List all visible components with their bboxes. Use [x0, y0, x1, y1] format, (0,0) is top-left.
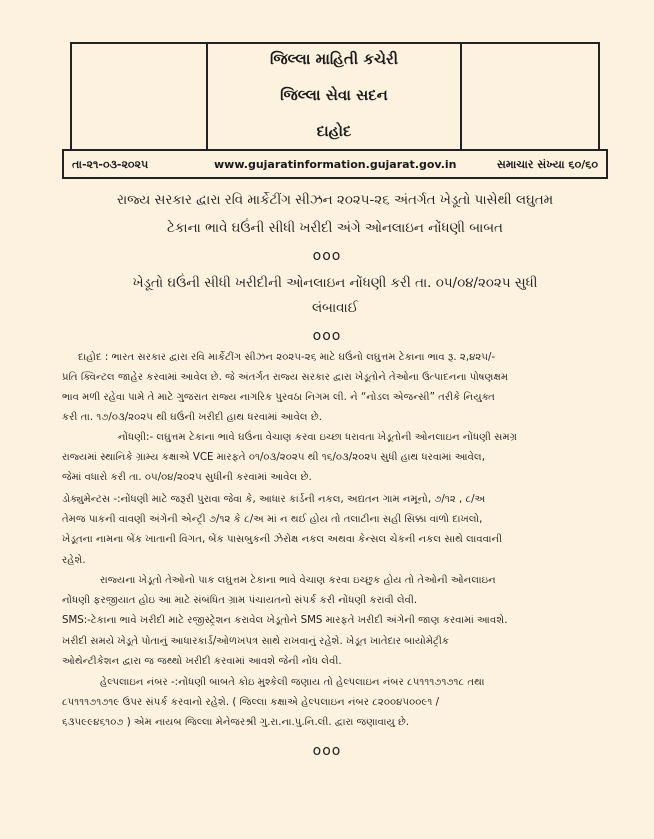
- release-date: તા-૨૧-૦૩-૨૦૨૫: [72, 158, 149, 171]
- body-line: રહેશે.: [62, 555, 86, 566]
- body-line: SMS:-ટેકાના ભાવે ખરીદી માટે રજીસ્ટ્રેશન કરાવેલ ખેડૂતોને SMS મારફતે ખરીદી અંગેની જાણ કરવામાં આવશે.: [62, 615, 508, 626]
- body-line: ડોક્યુમેન્ટસ -:નોંધણી માટે જરૂરી પુરાવા જેવા કે, આધાર કાર્ડની નકલ, અદ્યતન ગામ નમૂનો, ૭/૧૨ , ૮/અ: [62, 494, 486, 505]
- body-line: ૬૩૫૯૯૪૬૧૦૭ ) એમ નાયબ જિલ્લા મેનેજરશ્રી ગુ.રા.ના.પુ.નિ.લી. દ્વારા જણાવાયુ છે.: [62, 717, 410, 728]
- office-name: જિલ્લા માહિતી કચેરી: [269, 50, 399, 68]
- end-mark: ooo: [312, 743, 342, 759]
- body-line: જેમાં વધારો કરી તા. ૦૫/૦૪/૨૦૨૫ સુધીની કરવામાં આવેલ છે.: [62, 472, 312, 483]
- website-link[interactable]: www.gujaratinformation.gujarat.gov.in: [214, 158, 457, 171]
- subtitle-line-2: લંબાવાઈ: [311, 301, 359, 316]
- body-line: કરી તા. ૧૭/૦૩/૨૦૨૫ થી ઘઉંની ખરીદી હાથ ધરવામાં આવેલ છે.: [62, 412, 322, 423]
- separator-1: ooo: [312, 248, 342, 264]
- header-divider-right: [460, 44, 462, 149]
- title-line-1: રાજ્ય સરકાર દ્વારા રવિ માર્કેટીંગ સીઝન ૨૦૨૫-૨૬ અંતર્ગત ખેડૂતો પાસેથી લઘુતમ: [116, 193, 554, 208]
- body-line: રાજ્યના ખેડૂતો તેઓનો પાક લઘુત્તમ ટેકાના ભાવે વેચાણ કરવા ઇચ્છુક હોય તો તેઓની ઓનલાઇન: [100, 575, 496, 586]
- body-line: ભાવ મળી રહેવા પામે તે માટે ગુજરાત રાજ્ય નાગરિક પુરવઠા નિગમ લી. ને “નોડલ એજન્સી” તરીકે નિયુક્ત: [62, 392, 495, 403]
- title-line-2: ટેકાના ભાવે ઘઉંની સીધી ખરીદી અંગે ઓનલાઇન નોંધણી બાબત: [167, 221, 503, 236]
- news-number: સમાચાર સંખ્યા ૬૦/૬૦: [496, 158, 598, 171]
- separator-2: ooo: [312, 328, 342, 344]
- body-line: ખેડૂતના નામના બેંક ખાતાની વિગત, બેંક પાસબુકની ઝેરોક્ષ નકલ અથવા કેન્સલ ચેકની નકલ સાથે લાવવાની: [62, 534, 503, 545]
- body-line: તેમજ પાકની વાવણી અંગેની એન્ટ્રી ૭/૧૨ કે ૮/અ માં ન થઈ હોય તો તલાટીના સહી સિક્કા વાળો દાખલો,: [62, 514, 483, 525]
- subtitle-line-1: ખેડૂતો ઘઉંની સીધી ખરીદીની ઓનલાઇન નોંધણી કરી તા. ૦૫/૦૪/૨૦૨૫ સુધી: [132, 276, 538, 291]
- body-line: નોંધણી ફરજીયાત હોઇ આ માટે સંબંધિત ગ્રામ પંચાયતનો સંપર્ક કરી નોંધણી કરાવી લેવી.: [62, 595, 418, 606]
- body-line: ૮૫૧૧૧૭૧૭૧૯ ઉપર સંપર્ક કરવાનો રહેશે. ( જિલ્લા કક્ષાએ હેલ્પલાઇન નંબર ૮૨૦૦૪૫૦૦૯૧ /: [62, 697, 440, 708]
- body-line: પ્રતિ ક્વિન્ટલ જાહેર કરવામાં આવેલ છે. જે અંતર્ગત રાજ્ય સરકાર દ્વારા ખેડૂતોને તેઓના ઉત્પાદનના પોષણક્ષમ: [62, 372, 509, 383]
- body-line: હેલ્પલાઇન નંબર -:નોંધણી બાબતે કોઇ મુશ્કેલી જણાય તો હેલ્પલાઇન નંબર ૮૫૧૧૧૭૧૭૧૮ તથા: [100, 677, 485, 688]
- body-line: રાજ્યમાં સ્થાનિકે ગ્રામ્ય કક્ષાએ VCE મારફતે ૦૧/૦૩/૨૦૨૫ થી ૧૬/૦૩/૨૦૨૫ સુધી હાથ ધરવામાં આવેલ,: [62, 452, 485, 463]
- info-row: [62, 149, 608, 179]
- body-line: ખરીદી સમયે ખેડૂતે પોતાનું આધારકાર્ડ/ઓળખપત્ર સાથે રાખવાનું રહેશે. ખેડૂત ખાતેદાર બાયોમેટ્રીક: [62, 636, 450, 647]
- body-line: નોંધણી:- લઘુત્તમ ટેકાના ભાવે ઘઉંના વેચાણ કરવા ઇચ્છા ધરાવતા ખેડૂતોની ઓનલાઇન નોંધણી સમગ્ર: [118, 432, 518, 443]
- body-line: દાહોદ : ભારત સરકાર દ્વારા રવિ માર્કેટીંગ સીઝન ૨૦૨૫-૨૬ માટે ઘઉંનો લઘુત્તમ ટેકાના ભાવ રૂ. ૨,૪૨૫/-: [78, 352, 496, 363]
- body-line: ઓથેન્ટીકેશન દ્વારા જ જથ્થો ખરીદી કરવામાં આવશે જેની નોંધ લેવી.: [62, 656, 342, 667]
- header-box: [70, 42, 600, 149]
- office-city: દાહોદ: [316, 122, 352, 140]
- office-building: જિલ્લા સેવા સદન: [280, 86, 388, 104]
